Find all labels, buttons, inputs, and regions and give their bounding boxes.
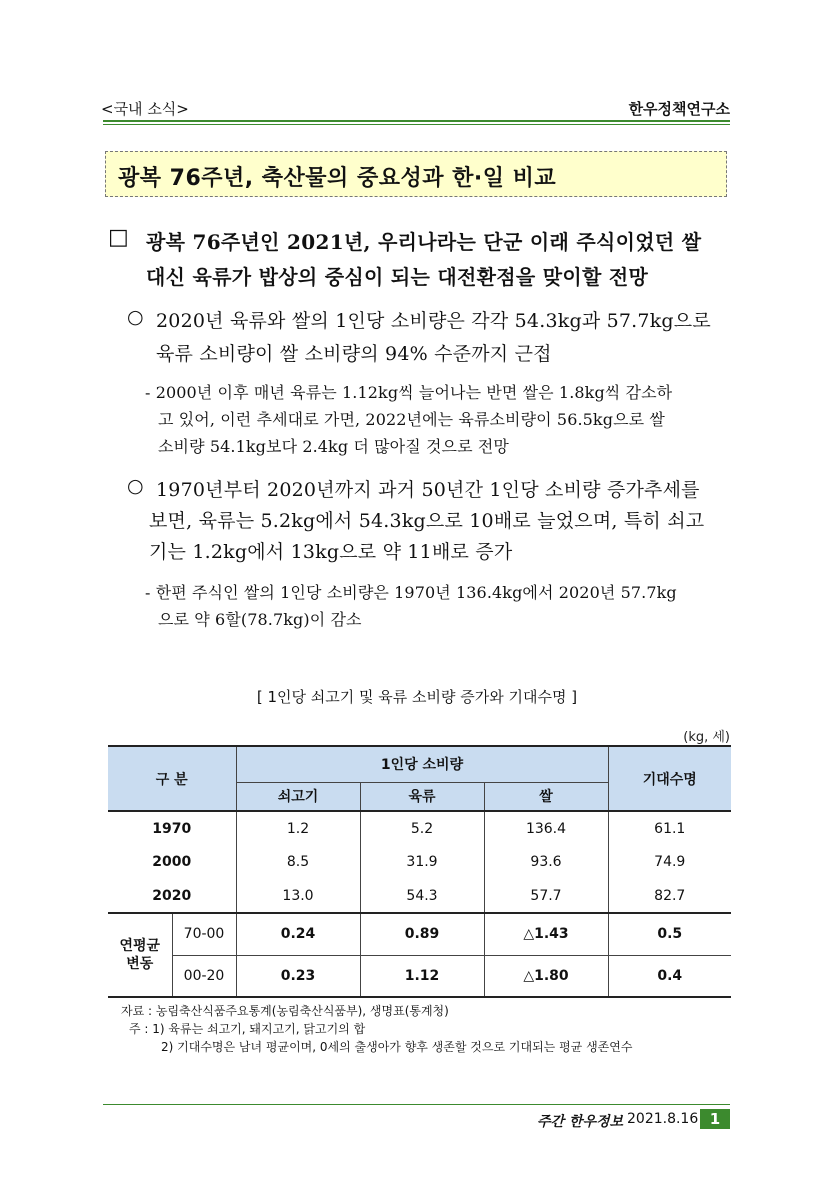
table-title: [ 1인당 쇠고기 및 육류 소비량 증가와 기대수명 ]	[256, 688, 578, 706]
detail-line: 으로 약 6할(78.7kg)이 감소	[158, 610, 362, 629]
sub-point-line: 보면, 육류는 5.2kg에서 54.3kg으로 10배로 늘었으며, 특히 쇠고	[149, 510, 705, 532]
page-title: 광복 76주년, 축산물의 중요성과 한·일 비교	[118, 166, 557, 191]
change-rice: △1.80	[484, 955, 608, 997]
cell-rice: 93.6	[484, 845, 608, 879]
sub-point-line: 육류 소비량이 쌀 소비량의 94% 수준까지 근접	[156, 343, 552, 365]
header-rule	[103, 120, 730, 122]
cell-rice: 136.4	[484, 811, 608, 845]
detail-line: - 한편 주식인 쌀의 1인당 소비량은 1970년 136.4kg에서 2020년 57.7kg	[145, 583, 677, 602]
header-life-expectancy: 기대수명	[608, 746, 731, 811]
table-unit: (kg, 세)	[683, 730, 730, 745]
footer-date: 2021.8.16	[627, 1111, 699, 1127]
change-life: 0.5	[608, 913, 731, 955]
cell-meat: 54.3	[360, 879, 484, 913]
header-beef: 쇠고기	[236, 782, 360, 811]
cell-beef: 13.0	[236, 879, 360, 913]
circle-bullet: ○	[127, 306, 144, 328]
header-category: 구 분	[108, 746, 236, 811]
main-point-line: 대신 육류가 밥상의 중심이 되는 대전환점을 맞이할 전망	[146, 265, 649, 289]
cell-rice: 57.7	[484, 879, 608, 913]
change-label-line: 변동	[126, 956, 154, 972]
cell-beef: 1.2	[236, 811, 360, 845]
change-row-label: 70-00	[172, 913, 236, 955]
circle-bullet: ○	[127, 475, 144, 497]
consumption-table	[108, 745, 731, 998]
row-label: 2020	[108, 879, 236, 913]
page-number: 1	[700, 1109, 730, 1129]
detail-line: 고 있어, 이런 추세대로 가면, 2022년에는 육류소비량이 56.5kg으로 쌀	[158, 410, 665, 429]
change-beef: 0.24	[236, 913, 360, 955]
change-group-label	[108, 913, 172, 997]
header-rice: 쌀	[484, 782, 608, 811]
footnote: 2) 기대수명은 남녀 평균이며, 0세의 출생아가 향후 생존할 것으로 기대되는 평균 생존연수	[161, 1040, 633, 1054]
footer-rule	[103, 1104, 730, 1105]
cell-life: 61.1	[608, 811, 731, 845]
sub-point-line: 기는 1.2kg에서 13kg으로 약 11배로 증가	[149, 541, 513, 563]
cell-meat: 31.9	[360, 845, 484, 879]
footer-publication: 주간 한우정보	[537, 1114, 624, 1130]
cell-life: 74.9	[654, 854, 686, 870]
change-beef: 0.23	[236, 955, 360, 997]
change-rice: △1.43	[484, 913, 608, 955]
detail-line: 소비량 54.1kg보다 2.4kg 더 많아질 것으로 전망	[158, 437, 509, 456]
section-label: <국내 소식>	[101, 100, 189, 118]
header-rule-thin	[103, 124, 730, 125]
title-box	[105, 151, 727, 197]
sub-point-line: 1970년부터 2020년까지 과거 50년간 1인당 소비량 증가추세를	[156, 479, 700, 501]
cell-life: 82.7	[654, 887, 686, 904]
change-life: 0.4	[608, 955, 731, 997]
sub-point-line: 2020년 육류와 쌀의 1인당 소비량은 각각 54.3kg과 57.7kg으로	[156, 310, 711, 332]
square-bullet: □	[108, 224, 129, 250]
source-note: 자료 : 농림축산식품주요통계(농림축산식품부), 생명표(통계청)	[121, 1004, 449, 1018]
change-meat: 1.12	[360, 955, 484, 997]
cell-beef: 8.5	[236, 845, 360, 879]
cell-meat: 5.2	[360, 811, 484, 845]
change-meat: 0.89	[360, 913, 484, 955]
row-label: 1970	[108, 811, 236, 845]
detail-line: - 2000년 이후 매년 육류는 1.12kg씩 늘어나는 반면 쌀은 1.8kg씩 감소하	[145, 383, 673, 402]
header-meat: 육류	[360, 782, 484, 811]
main-point-line: 광복 76주년인 2021년, 우리나라는 단군 이래 주식이었던 쌀	[146, 230, 702, 254]
header-consumption-group: 1인당 소비량	[236, 746, 608, 782]
change-label-line: 연평균	[119, 938, 161, 954]
row-label: 2000	[108, 845, 236, 879]
footnote: 주 : 1) 육류는 쇠고기, 돼지고기, 닭고기의 합	[129, 1022, 366, 1036]
change-row-label: 00-20	[172, 955, 236, 997]
organization-name: 한우정책연구소	[628, 100, 730, 118]
